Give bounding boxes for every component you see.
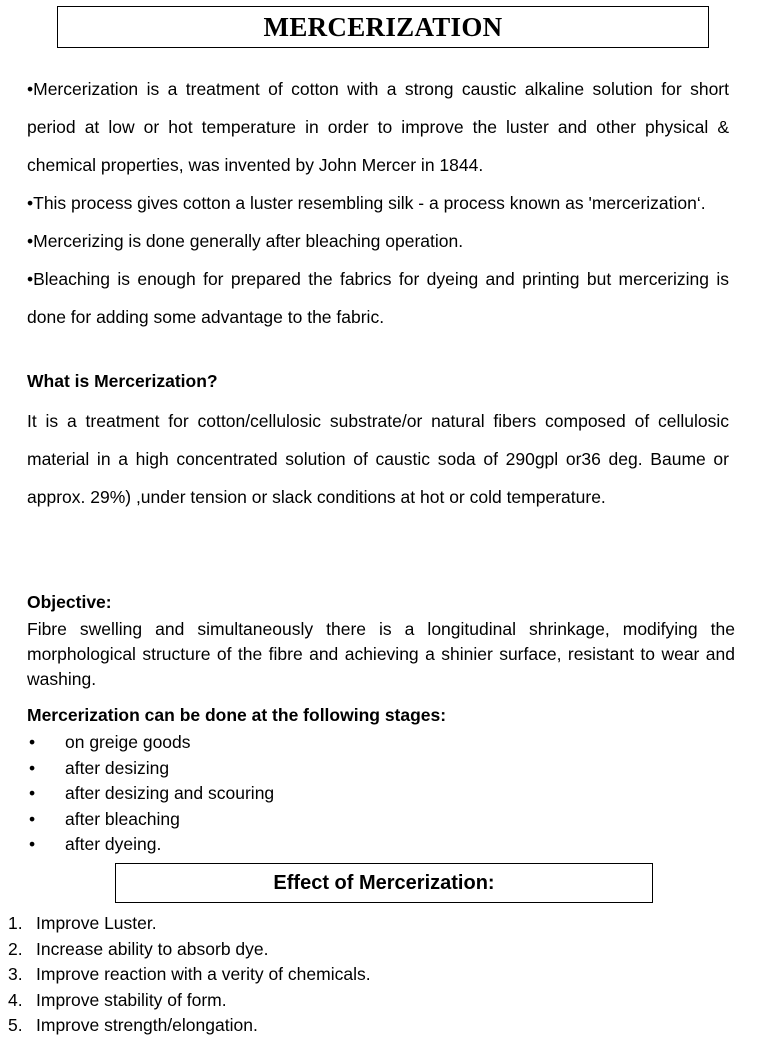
effects-heading: Effect of Mercerization: [273, 871, 495, 894]
list-item [27, 832, 274, 858]
list-item [27, 730, 274, 756]
list-item-text: after bleaching [65, 808, 180, 829]
what-is-heading: What is Mercerization? [27, 371, 218, 391]
intro-paragraph: •Bleaching is enough for prepared the fabrics for dyeing and printing but mercerizing is done for adding some advantage to the fabric. [27, 269, 729, 327]
intro-paragraph: •Mercerization is a treatment of cotton with a strong caustic alkaline solution for short period at low or hot temperature in order to improve the luster and other physical & chemical properties, was invented by John Mercer in 1844. [27, 79, 729, 175]
list-item-text: Improve reaction with a verity of chemicals. [36, 964, 371, 984]
item-number: 5. [8, 1015, 23, 1035]
list-item [8, 1013, 371, 1039]
bullet: • [29, 757, 36, 778]
bullet: • [29, 834, 36, 854]
list-item-text: Improve stability of form. [36, 989, 227, 1010]
list-item [27, 756, 274, 782]
list-item [8, 937, 371, 963]
list-item-text: on greige goods [65, 732, 191, 752]
bullet: • [29, 783, 36, 803]
objective-heading: Objective: [27, 592, 112, 612]
intro-paragraph: •Mercerizing is done generally after bleaching operation. [27, 231, 464, 251]
objective-text: Fibre swelling and simultaneously there is a longitudinal shrinkage, modifying the morphological structure of the fibre and achieving a shinier surface, resistant to wear and washing. [27, 619, 735, 689]
list-item-text: Improve strength/elongation. [36, 1015, 258, 1035]
item-number: 3. [8, 964, 23, 984]
what-is-text: It is a treatment for cotton/cellulosic substrate/or natural fibers composed of cellulosic material in a high concentrated solution of caustic soda of 290gpl or36 deg. Baume or approx. 29%) ,under tension or slack conditions at hot or cold temperature. [27, 411, 729, 507]
list-item-text: after desizing [65, 757, 170, 778]
title-box [57, 6, 709, 48]
item-number: 4. [8, 989, 23, 1010]
effects-heading-box [115, 863, 653, 903]
item-number: 1. [8, 913, 23, 933]
list-item [8, 911, 371, 937]
list-item-text: after dyeing. [65, 834, 162, 854]
effects-list [8, 911, 371, 1039]
list-item-text: after desizing and scouring [65, 783, 275, 803]
stages-heading: Mercerization can be done at the following stages: [27, 705, 447, 725]
intro-paragraph: •This process gives cotton a luster resembling silk - a process known as 'mercerization‘. [27, 193, 706, 213]
list-item [27, 781, 274, 807]
list-item [8, 988, 371, 1014]
page-title: MERCERIZATION [263, 11, 503, 42]
bullet: • [29, 808, 36, 829]
stages-list [27, 730, 274, 858]
list-item [8, 962, 371, 988]
list-item-text: Improve Luster. [36, 913, 157, 933]
item-number: 2. [8, 938, 23, 959]
list-item [27, 807, 274, 833]
intro-section [27, 70, 729, 336]
list-item-text: Increase ability to absorb dye. [36, 938, 269, 959]
bullet: • [29, 732, 36, 752]
